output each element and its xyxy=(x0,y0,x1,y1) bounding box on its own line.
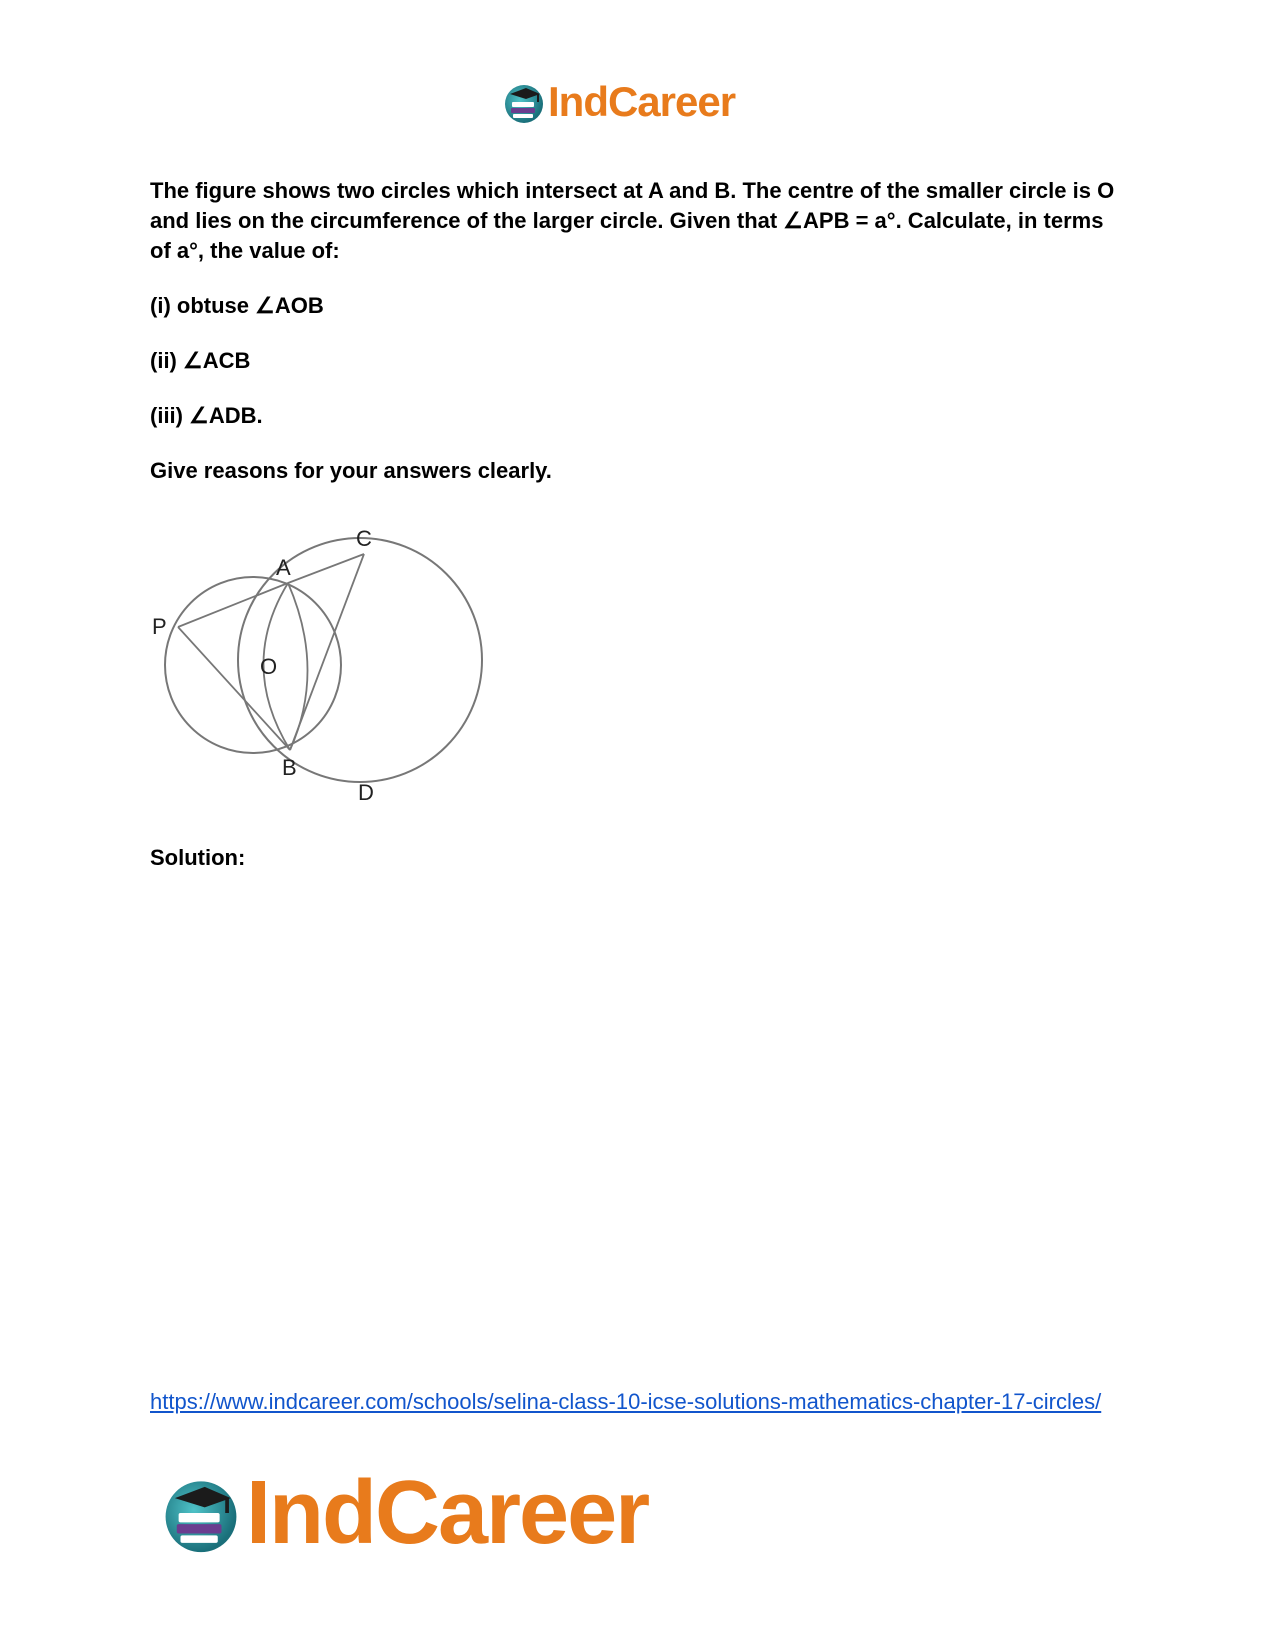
footer-logo xyxy=(160,1463,649,1563)
question-text: The figure shows two circles which intersect at A and B. The centre of the smaller circle is O and lies on the circumference of the larger circle. Given that ∠APB = a°. Calculate, in terms of a°, the value of: xyxy=(150,178,1115,263)
header-logo xyxy=(502,80,735,124)
label-p: P xyxy=(152,614,167,639)
question-instruction: Give reasons for your answers clearly. xyxy=(150,458,552,483)
header-logo-text: IndCareer xyxy=(548,78,736,125)
source-link[interactable]: https://www.indcareer.com/schools/selina-class-10-icse-solutions-mathematics-chapter-17-circles/ xyxy=(150,1389,1102,1414)
circles-figure xyxy=(150,520,500,815)
footer-logo-text: IndCareer xyxy=(246,1463,649,1563)
question-part-2: (ii) ∠ACB xyxy=(150,348,251,373)
logo-globe-icon xyxy=(160,1472,242,1554)
label-c: C xyxy=(356,526,372,551)
label-o: O xyxy=(260,654,278,679)
label-b: B xyxy=(282,755,297,780)
label-d: D xyxy=(358,780,374,805)
solution-label: Solution: xyxy=(150,845,246,870)
label-a: A xyxy=(276,555,291,580)
question-part-1: (i) obtuse ∠AOB xyxy=(150,293,324,318)
logo-globe-icon xyxy=(502,80,546,124)
question-block xyxy=(150,176,1130,511)
line-ac xyxy=(288,554,364,583)
arc-ab-right xyxy=(288,583,308,750)
question-part-3: (iii) ∠ADB. xyxy=(150,403,263,428)
